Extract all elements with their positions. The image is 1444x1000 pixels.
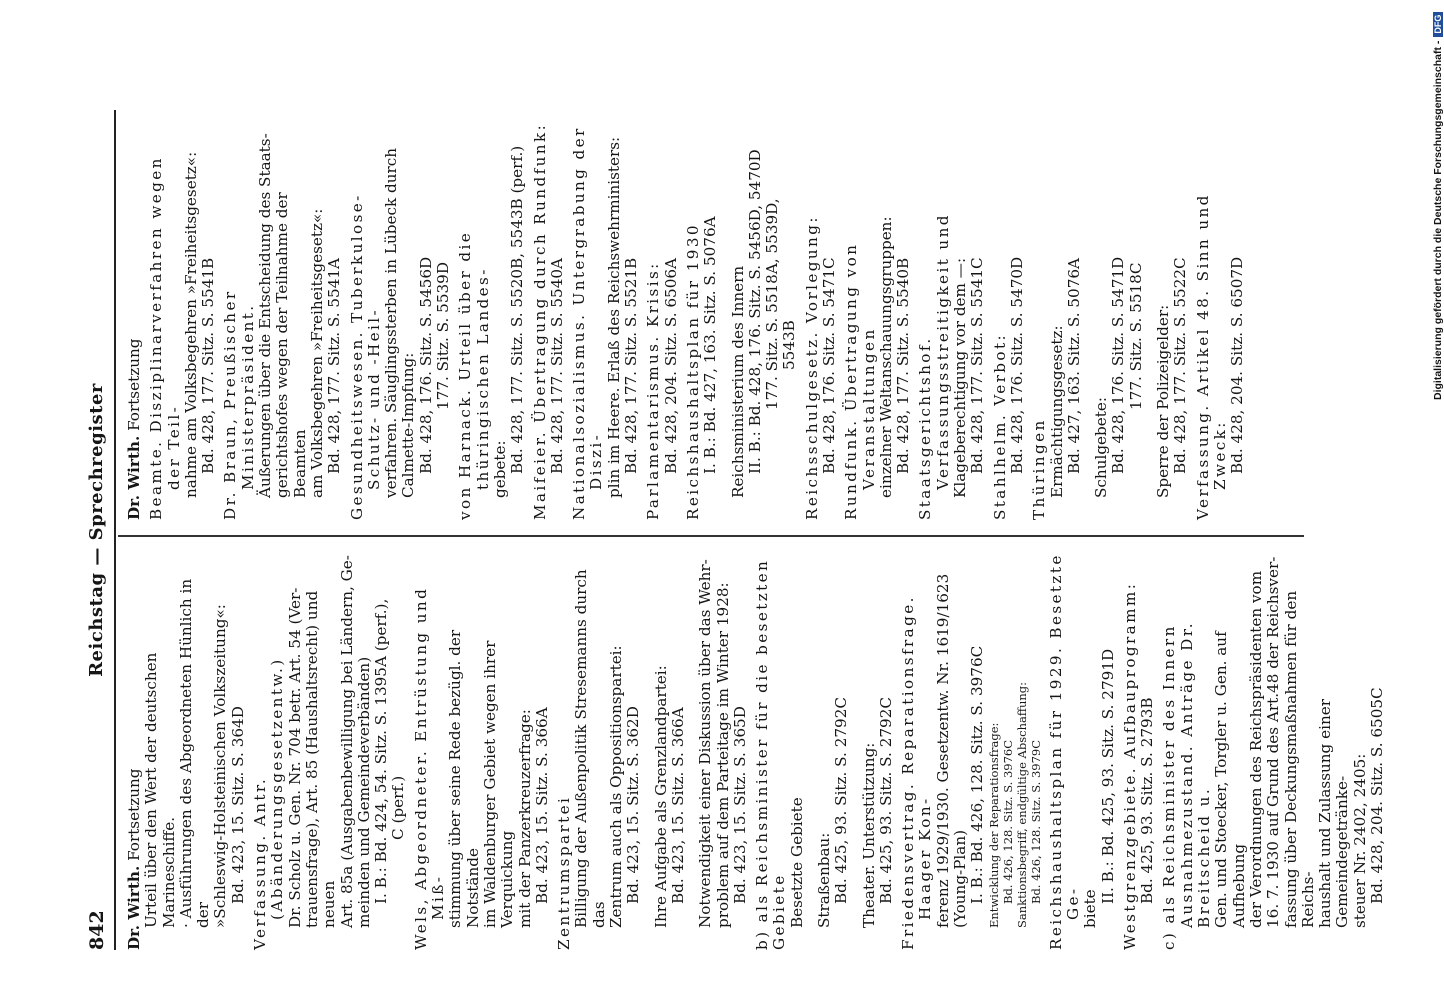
register-line: Sperre der Polizeigelder: [1154,304,1173,498]
register-line: II. B.: Bd. 428, 176. Sitz. S. 5456D, 5470D [745,149,764,474]
register-line: nahme am Volksbegehren »Freiheitsgesetz«: [181,151,200,498]
register-line: Urteil über den Wert der deutschen Marineschiffe. [142,652,178,928]
register-line: Bd. 423, 15. Sitz. S. 366A [668,707,687,904]
register-line: Bd. 428, 177. Sitz. S. 5540B [894,257,913,474]
register-line: Reichshaushaltsplan für 1929. Besetzte Ge- [1046,553,1082,950]
register-line: Bd. 423, 15. Sitz. S. 365D [730,706,749,904]
register-line: Zentrum auch als Oppositionspartei: [607,645,626,928]
register-line: Bd. 428, 177. Sitz. S. 5541B [199,257,218,474]
register-line: II. B.: Bd. 425, 93. Sitz. S. 2791D [1098,648,1117,904]
register-line: c) als Reichsminister des Innern [1160,624,1179,950]
document-page [84,110,1386,950]
register-line: haushalt und Zulassung einer Gemeindegetränke- [1316,699,1352,928]
register-line: Bd. 428, 176. Sitz. S. 5456D [416,256,435,474]
register-line: verfahren. Säuglingssterben in Lübeck durch [382,147,401,498]
column-head-continued: Fortsetzung [125,338,143,431]
register-line: einzelner Weltanschauungsgruppen: [876,216,895,498]
register-line: Bd. 428, 177. Sitz. S. 5540A [547,258,566,474]
register-line: Gen. und Stoecker, Torgler u. Gen. auf Aufhebung [1212,631,1248,928]
register-line: Friedensvertrag. Reparationsfrage. Haager Kon- [899,595,935,950]
register-line: mit der Panzerkreuzerfrage: [515,709,534,928]
register-line: Bd. 423, 15. Sitz. S. 362D [624,706,643,904]
register-line: Reichsschulgesetz. Vorlegung: [802,215,821,520]
left-entries [143,550,1386,950]
right-column [126,120,1247,520]
register-line: 5543B [780,320,799,370]
credit-text: Digitalisierung gefördert durch die Deutsche Forschungsgemeinschaft - [1432,40,1444,400]
column-head [126,120,143,520]
register-line: Nationalsozialismus. Untergrabung der Diszi- [570,126,606,520]
register-line: I. B.: Bd. 426, 128. Sitz. S. 3976C [968,645,987,904]
register-line: steuer Nr. 2402, 2405: [1350,753,1369,928]
column-head-name: Dr. Wirth. [125,865,143,950]
register-line: Reichsministerium des Innern [728,265,747,498]
register-line: Zentrumspartei [555,795,574,950]
register-line: Bd. 428, 204. Sitz. S. 6506A [661,258,680,474]
register-line: plin im Heere. Erlaß des Reichswehrministers: [604,136,623,498]
register-line: biete [1081,889,1100,928]
page-number: 842 [86,910,108,950]
register-line: Bd. 428, 176. Sitz. S. 5470D [1007,256,1026,474]
register-line: Bd. 427, 163. Sitz. S. 5076A [1064,258,1083,474]
register-line: 177. Sitz. S. 5518A, 5539D, [763,198,782,410]
register-line: Bd. 425, 93. Sitz. S. 2792C [832,697,851,904]
register-line: Besetzte Gebiete [787,797,806,928]
register-line: 16. 7. 1930 auf Grund des Art.48 der Reichsver- [1264,556,1283,928]
register-line: Bd. 428, 177. Sitz. S. 5541C [968,257,987,474]
register-line: Bd. 423, 15. Sitz. S. 366A [532,707,551,904]
register-line: Westgrenzgebiete. Aufbauprogramm: [1120,581,1139,950]
register-line: am Volksbegehren »Freiheitsgesetz«: [307,208,326,498]
register-line: »Schleswig-Holsteinischen Volkszeitung«: [211,604,230,928]
register-line: Schulgebete: [1092,397,1111,498]
register-line: problem auf dem Parteitage im Winter 1928: [713,582,732,928]
right-entries [148,120,1246,520]
column-divider [118,536,1304,538]
register-line: I. B.: Bd. 424, 54. Sitz. S. 1395A (perf.), [372,598,391,904]
register-line: Ermächtigungsgesetz: [1047,325,1066,498]
register-line: Staatsgerichtshof. Verfassungsstreitigkeit und [916,213,952,520]
column-head [126,550,143,950]
register-line: Theater. Unterstützung: [859,742,878,928]
register-line: Maifeier. Übertragung durch Rundfunk: [530,122,549,520]
register-line: (Young-Plan) [951,829,970,928]
register-line: Calmette-Impfung: [399,352,418,498]
register-line: von Harnack. Urteil über die thüringischen Landes- [456,230,492,520]
register-line: Sanktionsbegriff, endgültige Abschaffung: [1014,681,1029,928]
register-line: der Verordnungen des Reichspräsidenten vom [1246,570,1265,928]
register-line: Verfassung. Artikel 48. Sinn und Zweck: [1193,193,1229,520]
register-line: Entwicklung der Reparationsfrage: [986,722,1001,928]
column-head-continued: Fortsetzung [125,768,143,861]
header-rule [114,110,116,950]
left-column [126,550,1386,950]
register-line: Reichshaushaltsplan für 1930 [683,223,702,520]
register-line: Notwendigkeit einer Diskussion über das Wehr- [696,559,715,928]
register-line: gerichtshofes wegen der Teilnahme der Beamten [273,192,309,498]
register-line: ferenz 1929/1930. Gesetzentw. Nr. 1619/1623 [933,573,952,928]
register-line: Bd. 428, 177. Sitz. S. 5541A [325,258,344,474]
register-line: meinden und Gemeindeverbänden) [354,656,373,928]
digitization-credit [1412,10,1444,990]
register-line: Äußerungen über die Entscheidung des Staats- [256,133,275,498]
register-line: Ausnahmezustand. Anträge Dr. Breitscheid u. [1177,621,1214,928]
register-line: Bd. 425, 93. Sitz. S. 2793B [1138,697,1157,904]
register-line: Dr. Scholz u. Gen. Nr. 704 betr. Art. 54 (Ver- [285,587,304,928]
page-title: Reichstag — Sprechregister [86,383,107,677]
register-line: Bd. 428, 177. Sitz. S. 5521B [622,257,641,474]
register-line: Straßenbau: [814,832,833,928]
register-line: Verfassung. Antr. (Abänderungsgesetzentw.) [251,657,287,950]
register-line: Bd. 428, 177. Sitz. S. 5520B, 5543B (perf.) [508,145,527,474]
register-line: Bd. 428, 204. Sitz. S. 6507D [1228,256,1247,474]
register-line: Stahlhelm. Verbot: [990,333,1009,520]
register-line: Ihre Aufgabe als Grenzlandpartei: [651,665,670,928]
credit-text-wrap [1432,0,1444,400]
dfg-logo: DFG [1433,12,1443,37]
register-line: stimmung über seine Rede bezügl. der Notstände [446,629,482,928]
register-line: fassung über Deckungsmaßnahmen für den Reichs- [1281,590,1317,928]
register-line: · Ausführungen des Abgeordneten Hünlich in der [176,578,213,928]
register-line: Beamte. Disziplinarverfahren wegen der Teil- [147,156,183,520]
register-line: 177. Sitz. S. 5518C [1126,262,1145,410]
register-line: trauensfrage), Art. 85 (Haushaltsrecht) und neuen [302,590,339,928]
register-line: Dr. Braun, Preußischer Ministerpräsident. [221,289,257,520]
register-line: gebete: [490,440,509,498]
register-line: im Waldenburger Gebiet wegen ihrer Verquickung [480,640,517,928]
register-line: C (perf.) [389,775,408,840]
register-line: Billigung der Außenpolitik Stresemanns durch das [572,569,608,928]
register-line: Gesundheitswesen. Tuberkulose-Schutz- und -Heil- [347,193,383,520]
register-line: Bd. 426, 128. Sitz. S. 3979C [1028,739,1043,904]
register-line: Bd. 428, 176. Sitz. S. 5471D [1109,256,1128,474]
register-line: Bd. 428, 176. Sitz. S. 5471C [819,257,838,474]
register-line: Klageberechtigung vor dem —: [951,257,970,498]
register-line: Bd. 425, 93. Sitz. S. 2792C [876,697,895,904]
column-head-name: Dr. Wirth. [125,435,143,520]
running-header [84,110,118,950]
register-line: b) als Reichsminister für die besetzten Gebiete [753,558,789,950]
register-line: Bd. 428, 177. Sitz. S. 5522C [1171,257,1190,474]
register-line: Bd. 423, 15. Sitz. S. 364D [228,706,247,904]
register-line: Bd. 428, 204. Sitz. S. 6505C [1368,687,1386,904]
register-line: Wels, Abgeordneter. Entrüstung und Miß- [411,586,448,950]
register-line: Thüringen [1030,418,1049,520]
register-line: Bd. 426, 128. Sitz. S. 3976C [1000,739,1015,904]
register-line: 177. Sitz. S. 5539D [434,261,453,410]
register-line: Parlamentarismus. Krisis: [644,261,663,520]
register-line: Rundfunk. Übertragung von Veranstaltungen [842,242,878,520]
register-line: I. B.: Bd. 427, 163. Sitz. S. 5076A [701,216,720,474]
register-line: Art. 85a (Ausgabenbewilligung bei Ländern, Ge- [337,555,356,928]
